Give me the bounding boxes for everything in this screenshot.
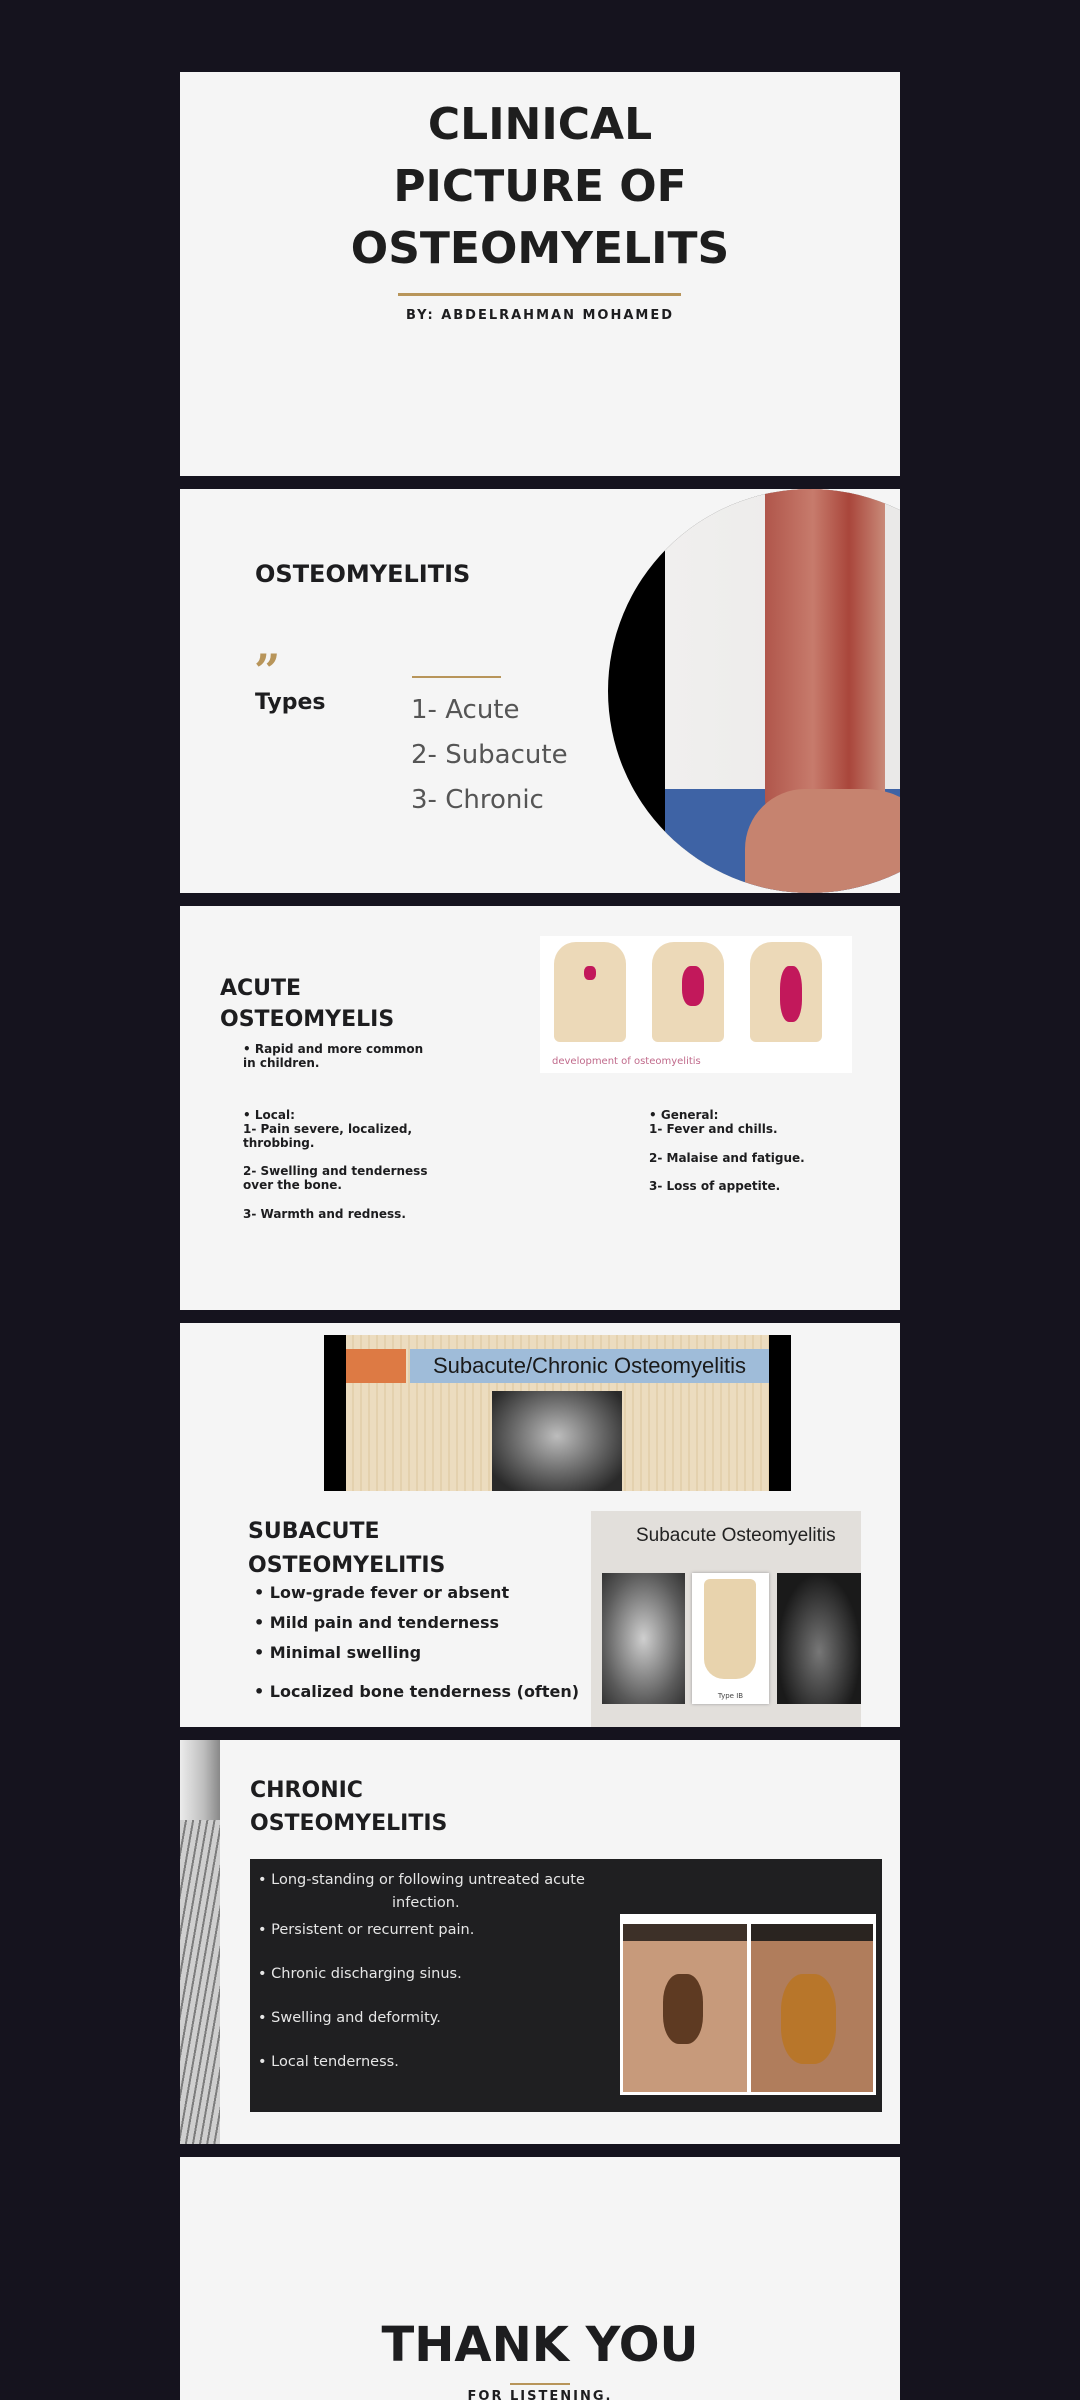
slide-heading: OSTEOMYELITIS — [255, 560, 471, 588]
types-list — [411, 688, 568, 823]
bullet-item: • Mild pain and tenderness — [254, 1613, 499, 1632]
bullet-item: • Localized bone tenderness (often) — [254, 1682, 580, 1701]
bullet-item: • Long-standing or following untreated acute — [258, 1872, 585, 1888]
presentation-title: CLINICAL PICTURE OF OSTEOMYELITS — [350, 99, 730, 274]
chronic-content-box — [250, 1859, 882, 2112]
local-signs: • Local: 1- Pain severe, localized, throbbing. — [243, 1108, 413, 1150]
photo-leg — [765, 489, 885, 829]
bullet-item: • Minimal swelling — [254, 1643, 422, 1662]
slide-heading: CHRONIC OSTEOMYELITIS — [250, 1778, 448, 1836]
bullet-item-continued: infection. — [392, 1895, 460, 1911]
slide-types — [180, 489, 900, 893]
thanks-divider — [510, 2383, 570, 2385]
local-signs-3: 3- Warmth and redness. — [243, 1207, 406, 1221]
slide-chronic — [180, 1740, 900, 2144]
video-title: Subacute/Chronic Osteomyelitis — [410, 1349, 769, 1383]
slide-acute — [180, 906, 900, 1310]
bone-illustration — [692, 1573, 769, 1704]
illustration-label: Type IB — [717, 1692, 744, 1700]
list-item: 3- Chronic — [411, 785, 544, 815]
thanks-subtitle: FOR LISTENING. — [467, 2389, 613, 2400]
building-image — [180, 1740, 220, 2144]
types-divider — [412, 676, 501, 678]
thank-you-heading: THANK YOU — [381, 2317, 699, 2373]
local-signs-2: 2- Swelling and tenderness over the bone. — [243, 1164, 428, 1192]
list-item: 2- Subacute — [411, 740, 568, 770]
quote-icon: ” — [254, 644, 281, 698]
list-item: 1- Acute — [411, 695, 520, 725]
bullet-item: • Low-grade fever or absent — [254, 1583, 510, 1602]
slide-heading: ACUTE OSTEOMYELIS — [220, 976, 395, 1032]
osteomyelitis-diagram — [540, 936, 852, 1073]
slide-subacute — [180, 1323, 900, 1727]
video-accent-block — [346, 1349, 406, 1383]
general-signs-2: 2- Malaise and fatigue. — [649, 1151, 805, 1165]
bullet-item: • Persistent or recurrent pain. — [258, 1922, 475, 1938]
video-thumbnail[interactable] — [324, 1335, 791, 1491]
types-label: Types — [255, 690, 326, 715]
bullet-item: • Chronic discharging sinus. — [258, 1966, 462, 1982]
slide-thanks — [180, 2157, 900, 2400]
bullet-item: • Swelling and deformity. — [258, 2010, 441, 2026]
photo-foot — [745, 789, 900, 893]
general-signs: • General: 1- Fever and chills. — [649, 1108, 778, 1136]
leg-photo — [608, 489, 900, 893]
intro-text: • Rapid and more common in children. — [243, 1042, 424, 1070]
general-signs-3: 3- Loss of appetite. — [649, 1179, 781, 1193]
bullet-item: • Local tenderness. — [258, 2054, 399, 2070]
slide-heading: SUBACUTE OSTEOMYELITIS — [248, 1519, 446, 1578]
mri-image — [777, 1573, 861, 1704]
bone-stage-2 — [652, 942, 724, 1042]
photo-background — [665, 489, 900, 893]
knee-xray — [492, 1391, 622, 1491]
bone-stage-1 — [554, 942, 626, 1042]
diagram-caption: development of osteomyelitis — [552, 1056, 701, 1067]
panel-title: Subacute Osteomyelitis — [636, 1525, 836, 1546]
title-divider — [398, 293, 681, 296]
author-byline: BY: ABDELRAHMAN MOHAMED — [405, 308, 675, 323]
photo-panel-b — [751, 1924, 873, 2092]
slide-title — [180, 72, 900, 476]
chronic-legs-photo — [620, 1914, 876, 2095]
bone-stage-3 — [750, 942, 822, 1042]
xray-image — [602, 1573, 685, 1704]
subacute-image-panel — [591, 1511, 861, 1727]
photo-panel-a — [623, 1924, 747, 2092]
